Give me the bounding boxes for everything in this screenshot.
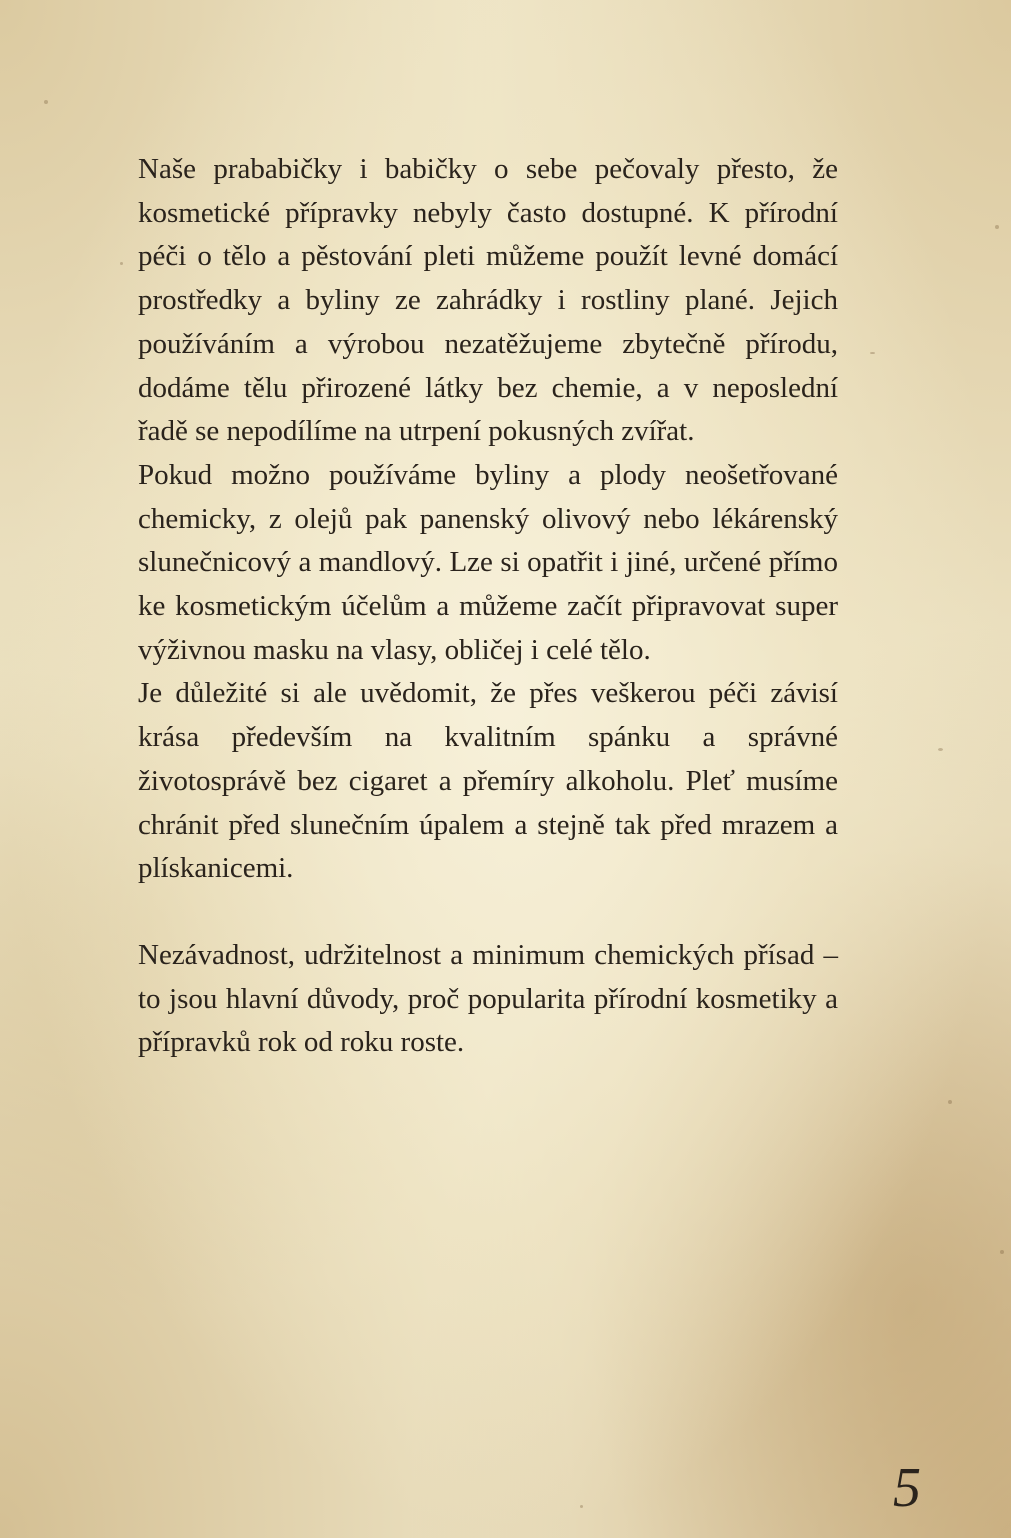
paper-speck — [120, 262, 123, 265]
paragraph: Pokud možno používáme byliny a plody neošetřované chemicky, z olejů pak panenský olivový nebo lékárenský slunečnicový a mandlový. Lze si opatřit i jiné, určené přímo ke kosmetickým účelům a můžeme začít připravovat super výživnou masku na vlasy, obličej i celé tělo. — [138, 458, 838, 666]
paragraph: Je důležité si ale uvědomit, že přes veškerou péči závisí krása především na kvalitním spánku a správné životosprávě bez cigaret a přemíry alkoholu. Pleť musíme chránit před slunečním úpalem a stejně tak před mrazem a plískanicemi. — [138, 677, 838, 885]
paper-speck — [995, 225, 999, 229]
paper-speck — [938, 748, 943, 751]
paragraph-gap — [138, 891, 838, 934]
paragraph: Nezávadnost, udržitelnost a minimum chemických přísad – to jsou hlavní důvody, proč popularita přírodní kosmetiky a přípravků rok od roku roste. — [138, 938, 838, 1059]
paper-speck — [1000, 1250, 1004, 1254]
paper-speck — [870, 352, 875, 354]
paragraph: Naše prababičky i babičky o sebe pečovaly přesto, že kosmetické přípravky nebyly často dostupné. K přírodní péči o tělo a pěstování pleti můžeme použít levné domácí prostředky a byliny ze zahrádky i rostliny plané. Jejich používáním a výrobou nezatěžujeme zbytečně přírodu, dodáme tělu přirozené látky bez chemie, a v neposlední řadě se nepodílíme na utrpení pokusných zvířat. — [138, 153, 838, 448]
paper-speck — [580, 1505, 583, 1508]
paper-speck — [948, 1100, 952, 1104]
paper-speck — [44, 100, 48, 104]
page-number: 5 — [893, 1457, 921, 1519]
page-text — [138, 148, 838, 1065]
